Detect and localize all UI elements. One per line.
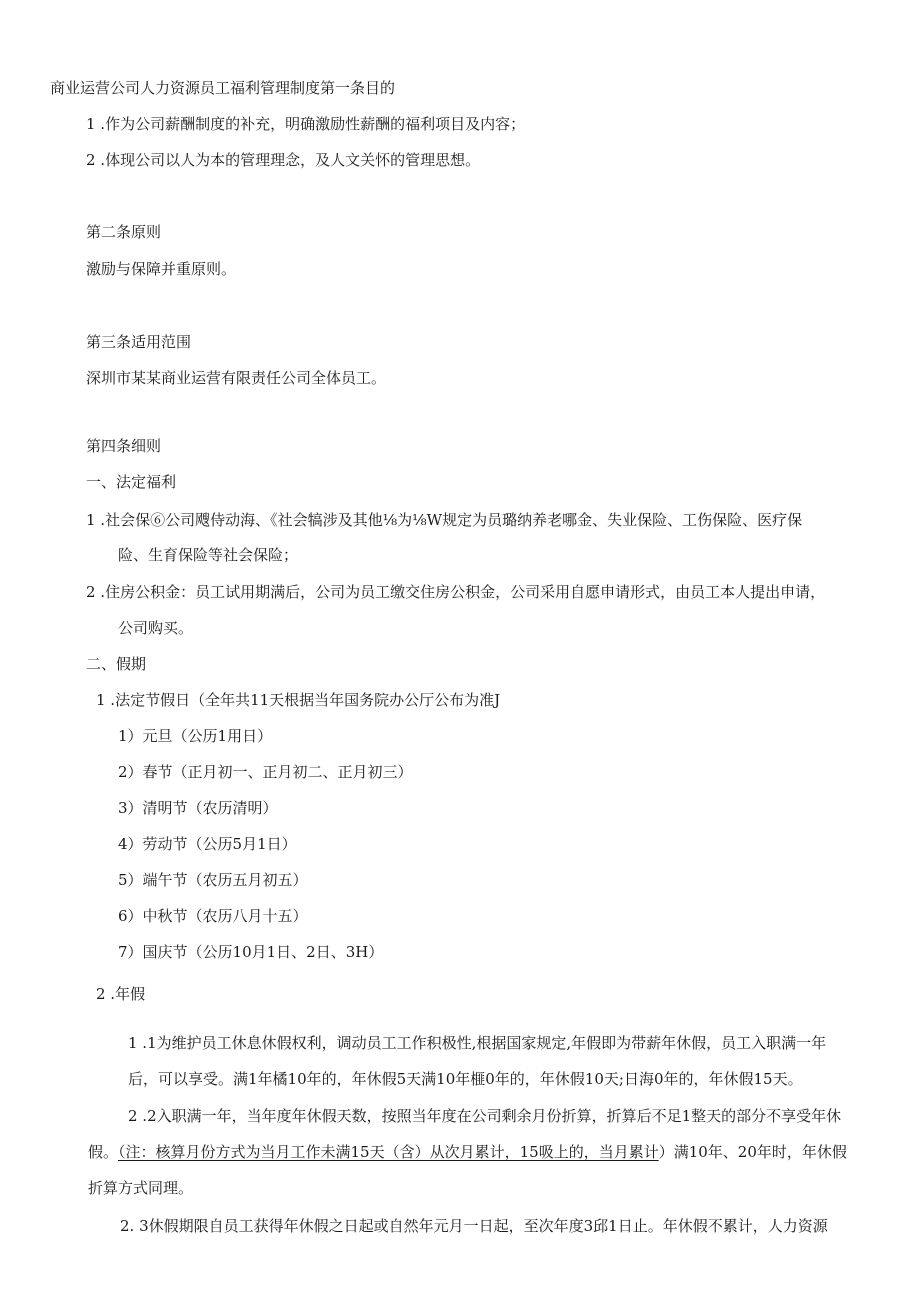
holiday-item: 7）国庆节（公历10月1日、2日、3H） bbox=[118, 943, 384, 961]
annual-leave-para3-line1: 2. 3休假期限自员工获得年休假之日起或自然年元月一日起，至次年度3邱1日止。年休假不累计，人力资源 bbox=[120, 1217, 828, 1235]
holiday-item: 5）端午节（农历五月初五） bbox=[118, 871, 308, 889]
art2-heading: 第二条原则 bbox=[86, 223, 162, 241]
annual-leave-para1-line2: 后，可以享受。满1年橘10年的，年休假5天满10年榧0年的，年休假10天;日海0年的，年休假15天。 bbox=[128, 1070, 803, 1088]
para2-line2-tail: ）满10年、20年时，年休假 bbox=[658, 1143, 847, 1161]
document-title-line: 商业运营公司人力资源员工福利管理制度第一条目的 bbox=[50, 79, 396, 97]
art2-body: 激励与保障并重原则。 bbox=[86, 260, 237, 278]
art1-item-1: 1 .作为公司薪酬制度的补充，明确激励性薪酬的福利项目及内容； bbox=[86, 115, 526, 133]
sec1-item1-line1: 1 .社会保⑥公司飕侍动海、《社会犒涉及其他⅛为⅛W规定为员璐纳养老哪金、失业保险、工伤保险、医疗保 bbox=[86, 511, 803, 529]
para2-line2-lead: 假。 bbox=[88, 1143, 119, 1161]
sec1-heading: 一、法定福利 bbox=[86, 473, 177, 491]
art3-heading: 第三条适用范围 bbox=[86, 333, 192, 351]
holiday-item: 4）劳动节（公历5月1日） bbox=[118, 835, 297, 853]
holiday-item: 6）中秋节（农历八月十五） bbox=[118, 907, 308, 925]
art4-heading: 第四条细则 bbox=[86, 437, 162, 455]
para2-underlined-note: （注：核算月份方式为当月工作未满15天（含）从次月累计，15吸上的，当月累计 bbox=[118, 1143, 659, 1161]
annual-leave-para2-line3: 折算方式同理。 bbox=[88, 1179, 194, 1197]
sec2-heading: 二、假期 bbox=[86, 655, 147, 673]
annual-leave-para2-line1: 2 .2入职满一年，当年度年休假天数，按照当年度在公司剩余月份折算，折算后不足1整天的部分不享受年休 bbox=[128, 1107, 842, 1125]
holiday-item: 2）春节（正月初一、正月初二、正月初三） bbox=[118, 763, 413, 781]
sub2-heading: 2 .年假 bbox=[96, 985, 146, 1003]
sec1-item2-line1: 2 .住房公积金：员工试用期满后，公司为员工缴交住房公积金，公司采用自愿申请形式，由员工本人提出申请， bbox=[86, 583, 826, 601]
holiday-item: 1）元旦（公历1用日） bbox=[118, 727, 273, 745]
sec1-item2-line2: 公司购买。 bbox=[118, 619, 194, 637]
annual-leave-para2-line2 bbox=[88, 1142, 847, 1162]
art3-body: 深圳市某某商业运营有限责任公司全体员工。 bbox=[86, 369, 387, 387]
holiday-item: 3）清明节（农历清明） bbox=[118, 799, 278, 817]
art1-item-2: 2 .体现公司以人为本的管理理念，及人文关怀的管理思想。 bbox=[86, 151, 481, 169]
annual-leave-para1-line1: 1 .1为维护员工休息休假权利，调动员工工作积极性,根据国家规定,年假即为带薪年休假，员工入职满一年 bbox=[128, 1034, 827, 1052]
sub1-heading: 1 .法定节假日（全年共11天根据当年国务院办公厅公布为准J bbox=[96, 691, 501, 709]
sec1-item1-line2: 险、生育保险等社会保险； bbox=[118, 546, 299, 564]
